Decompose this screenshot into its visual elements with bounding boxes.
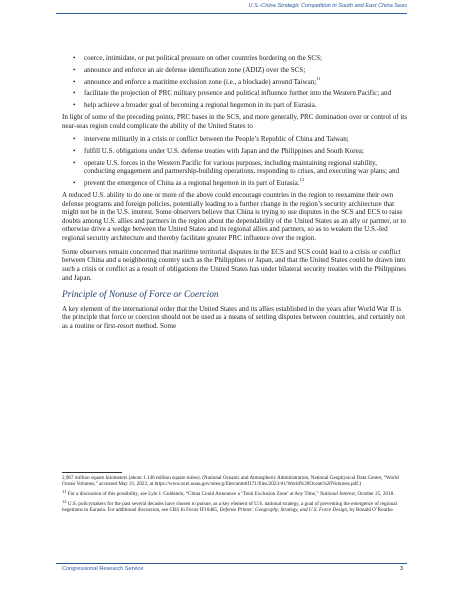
footnote-12 [62, 501, 402, 514]
paragraph: In light of some of the preceding points, PRC bases in the SCS, and more generally, PRC domination over or control of its near-seas region could complicate the ability of the United States to [62, 112, 407, 130]
footnote-publication: Defense Primer: Geography, Strategy, and U.S. Force Design [219, 507, 347, 514]
footnotes [62, 475, 402, 517]
footnote-text: U.S. policymakers for the past several decades have chosen to pursue, as a key element of U.S. national strategy, a goal of preventing the emergence of regional hegemons in Eurasia. For additional discussion, see CRS In Focus IF10485, [62, 501, 397, 514]
list-item [62, 179, 407, 188]
paragraph: A reduced U.S. ability to do one or more of the above could encourage countries in the region to reexamine their own defense programs and foreign policies, potentially leading to a further change in the region’s security architecture that might not be in the U.S. interest. Some observers believe that China is trying to use disputes in the SCS and ECS to raise doubts among U.S. allies and partners in the region about the dependability of the United States as an ally or partner, or to otherwise drive a wedge between the United States and its regional allies and partners, so as to weaken the U.S.-led regional security architecture and thereby facilitate greater PRC influence over the region. [62, 191, 406, 242]
footnote-continued: 2,967 million square kilometers (about 1.146 million square miles). (National Oceanic and Atmospheric Administration, National Geophysical Data Center, “World Ocean Volumes,” accessed May 31, 2023, at https://www.ncei.noaa.gov/sites/g/files/anmtlf171/files/2023-01/World%20Ocean%20Volumes.pdf.) [62, 475, 399, 488]
section-heading: Principle of Nonuse of Force or Coercion [62, 290, 219, 301]
list-item [62, 159, 407, 176]
list-item [62, 75, 407, 87]
bullet-icon: • [73, 89, 76, 98]
footnote-number: 11 [62, 489, 67, 495]
footnote-text: , October 25, 2018. [354, 491, 395, 498]
list-item-text: announce and enforce a maritime exclusion zone (i.e., a blockade) around Taiwan; [84, 77, 317, 86]
paragraph: A key element of the international order that the United States and its allies established in the years after World War II is the principle that force or coercion should not be used as a means of settling disputes between countries, and certainly not as a routine or first-resort method. Some [62, 304, 406, 330]
list-item-text: coerce, intimidate, or put political pressure on other countries bordering on the SCS; [84, 54, 322, 62]
bullet-icon: • [73, 54, 76, 62]
list-item [62, 54, 407, 63]
footer-publisher: Congressional Research Service [62, 566, 144, 572]
bullet-list-prc-goals [62, 54, 407, 110]
paragraph: Some observers remain concerned that maritime territorial disputes in the ECS and SCS could lead to a crisis or conflict between China and a neighboring country such as the Philippines or Japan, and that the United States could be drawn into such a crisis or conflict as a result of obligations the United States has under bilateral security treaties with the Philippines and Japan. [62, 247, 407, 282]
header-rule [56, 13, 407, 14]
page-number: 3 [399, 566, 403, 572]
footer-rule [56, 563, 407, 564]
running-header-title: U.S.-China Strategic Competition in South and East China Seas [248, 3, 407, 9]
list-item [62, 89, 407, 98]
footnote-publication: National Interest [319, 491, 355, 498]
footnote-text: For a discussion of this possibility, see Lyle J. Goldstein, “China Could Announce a ‘Total Exclusion Zone’ at Any Time,” [66, 491, 320, 498]
list-item [62, 66, 407, 75]
bullet-list-us-ability [62, 135, 407, 188]
bullet-icon: • [73, 101, 76, 110]
bullet-icon: • [73, 77, 76, 86]
footnote-number: 12 [62, 499, 67, 504]
footnote-ref[interactable]: 12 [299, 177, 305, 183]
footnote-text: , by Ronald O’Rourke. [346, 507, 394, 514]
bullet-icon: • [73, 158, 76, 167]
bullet-icon: • [73, 65, 76, 74]
list-item-text: prevent the emergence of China as a regional hegemon in its part of Eurasia. [84, 179, 300, 188]
list-item [62, 147, 407, 156]
list-item-text: operate U.S. forces in the Western Pacific for various purposes, including maintaining regional stability, conducting engagement and partnership-building operations, responding to crises, and executing war plans; and [84, 158, 400, 176]
list-item-text: facilitate the projection of PRC military presence and political influence further into the Western Pacific; and [84, 89, 392, 98]
list-item-text: intervene militarily in a crisis or conflict between the People’s Republic of China and Taiwan; [84, 135, 349, 144]
list-item-text: help achieve a broader goal of becoming a regional hegemon in its part of Eurasia. [84, 101, 317, 110]
list-item-text: fulfill U.S. obligations under U.S. defense treaties with Japan and the Philippines and South Korea; [84, 147, 364, 156]
footnote-separator [62, 472, 122, 473]
footnote-ref[interactable]: 11 [316, 75, 321, 81]
bullet-icon: • [73, 147, 76, 156]
page-body [62, 54, 407, 336]
list-item [62, 135, 407, 144]
list-item [62, 101, 407, 110]
bullet-icon: • [73, 135, 76, 144]
bullet-icon: • [73, 179, 76, 188]
footnote-11 [62, 491, 402, 497]
list-item-text: announce and enforce an air defense identification zone (ADIZ) over the SCS; [84, 65, 306, 74]
